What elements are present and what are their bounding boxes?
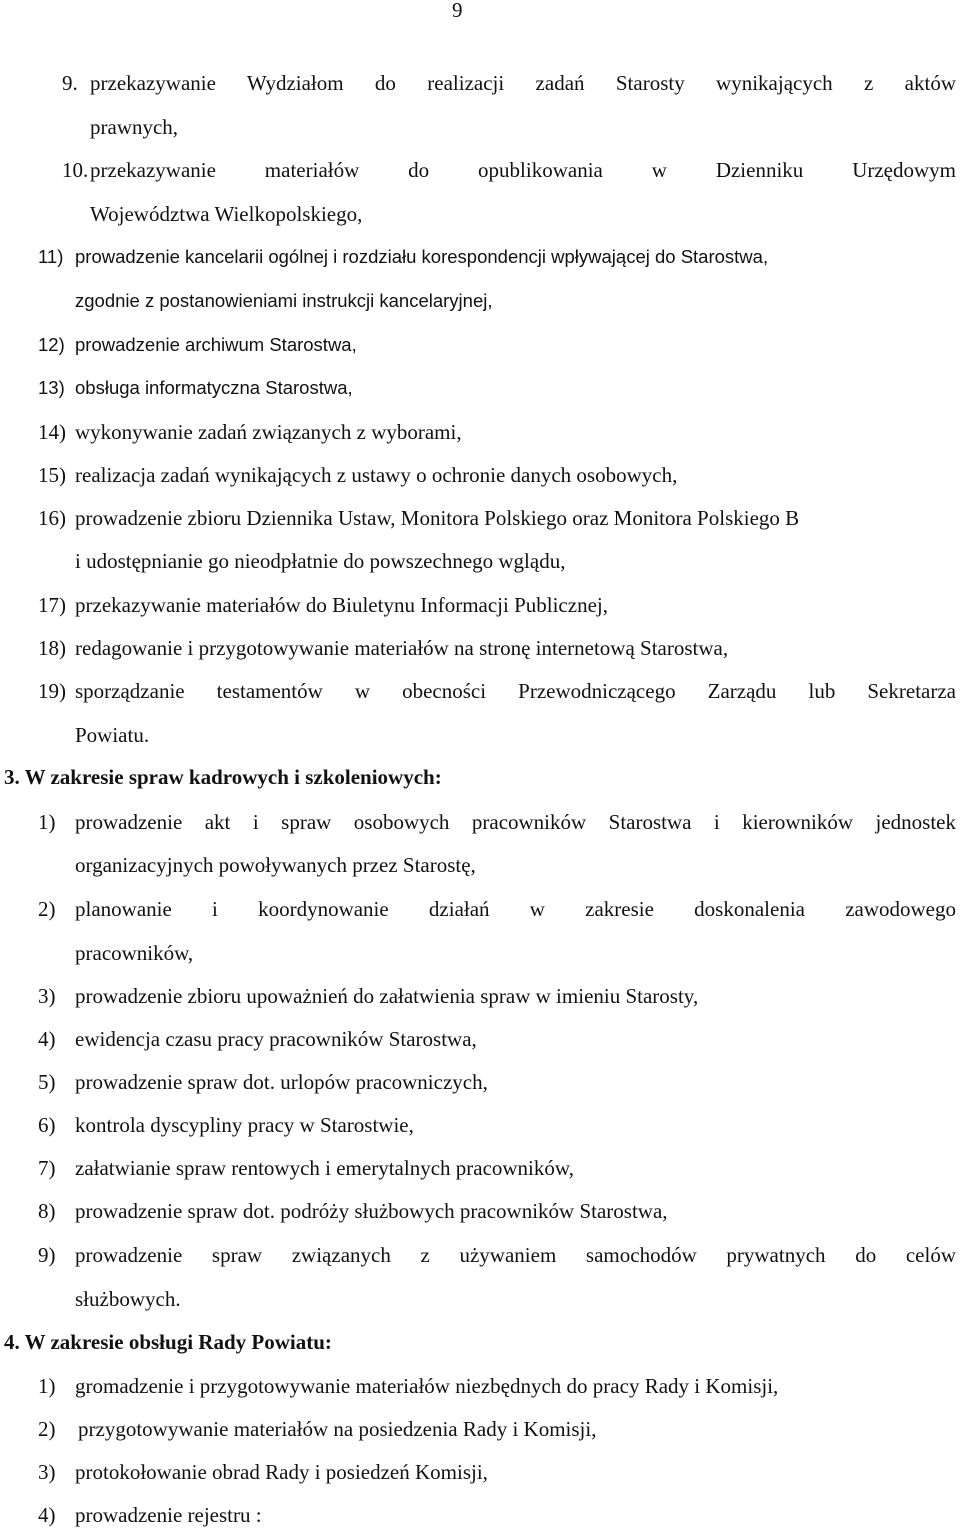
list-item-line: prowadzenie archiwum Starostwa, [75, 334, 357, 355]
list-item-line: redagowanie i przygotowywanie materiałów na stronę internetową Starostwa, [75, 636, 729, 660]
list-item-line: organizacyjnych powoływanych przez Starostę, [75, 853, 476, 877]
list-item-line: obsługa informatyczna Starostwa, [75, 377, 353, 398]
list-item-line: realizacja zadań wynikających z ustawy o ochronie danych osobowych, [75, 463, 678, 487]
list-item-number: 19) [38, 679, 66, 703]
list-item-number: 7) [38, 1156, 56, 1180]
list-item-line: przekazywanie materiałów do opublikowania w Dzienniku Urzędowym [90, 160, 956, 182]
list-item-line: prowadzenie spraw związanych z używaniem samochodów prywatnych do celów [75, 1245, 956, 1267]
list-item-number: 5) [38, 1070, 56, 1094]
list-item-number: 14) [38, 420, 66, 444]
page-number: 9 [452, 0, 463, 22]
list-item-line: gromadzenie i przygotowywanie materiałów niezbędnych do pracy Rady i Komisji, [75, 1374, 779, 1398]
list-item-number: 15) [38, 463, 66, 487]
list-item-number: 1) [38, 810, 56, 834]
list-item-line: prawnych, [90, 115, 179, 139]
section-heading: 4. W zakresie obsługi Rady Powiatu: [4, 1330, 332, 1354]
list-item-number: 12) [38, 334, 65, 355]
list-item-number: 8) [38, 1199, 56, 1223]
list-item-number: 4) [38, 1503, 56, 1527]
list-item-number: 3) [38, 984, 56, 1008]
list-item-line: Województwa Wielkopolskiego, [90, 202, 363, 226]
list-item-line: wykonywanie zadań związanych z wyborami, [75, 420, 462, 444]
list-item-line: prowadzenie spraw dot. podróży służbowych pracowników Starostwa, [75, 1199, 668, 1223]
list-item-line: prowadzenie zbioru Dziennika Ustaw, Monitora Polskiego oraz Monitora Polskiego B [75, 506, 800, 530]
list-item-line: i udostępnianie go nieodpłatnie do powszechnego wglądu, [75, 549, 566, 573]
list-item-line: prowadzenie kancelarii ogólnej i rozdziału korespondencji wpływającej do Starostwa, [75, 246, 769, 267]
list-item-line: przygotowywanie materiałów na posiedzenia Rady i Komisji, [78, 1417, 597, 1441]
list-item-line: pracowników, [75, 941, 194, 965]
list-item-line: ewidencja czasu pracy pracowników Starostwa, [75, 1027, 477, 1051]
list-item-line: prowadzenie rejestru : [75, 1503, 262, 1527]
list-item-number: 1) [38, 1374, 56, 1398]
list-item-number: 9. [62, 71, 78, 95]
list-item-line: Powiatu. [75, 723, 150, 747]
list-item-number: 2) [38, 1417, 56, 1441]
list-item-number: 11) [38, 246, 64, 267]
list-item-number: 9) [38, 1243, 56, 1267]
list-item-line: kontrola dyscypliny pracy w Starostwie, [75, 1113, 414, 1137]
list-item-line: zgodnie z postanowieniami instrukcji kancelaryjnej, [75, 290, 493, 311]
list-item-number: 4) [38, 1027, 56, 1051]
list-item-line: służbowych. [75, 1287, 181, 1311]
list-item-line: przekazywanie materiałów do Biuletynu Informacji Publicznej, [75, 593, 608, 617]
list-item-line: planowanie i koordynowanie działań w zakresie doskonalenia zawodowego [75, 899, 956, 921]
list-item-number: 3) [38, 1460, 56, 1484]
list-item-number: 13) [38, 377, 65, 398]
list-item-line: prowadzenie zbioru upoważnień do załatwienia spraw w imieniu Starosty, [75, 984, 699, 1008]
list-item-number: 6) [38, 1113, 56, 1137]
section-heading: 3. W zakresie spraw kadrowych i szkoleniowych: [4, 765, 442, 789]
list-item-line: załatwianie spraw rentowych i emerytalnych pracowników, [75, 1156, 574, 1180]
list-item-number: 16) [38, 506, 66, 530]
list-item-line: protokołowanie obrad Rady i posiedzeń Komisji, [75, 1460, 488, 1484]
list-item-line: prowadzenie akt i spraw osobowych pracowników Starostwa i kierowników jednostek [75, 812, 956, 834]
list-item-number: 2) [38, 897, 56, 921]
list-item-number: 17) [38, 593, 66, 617]
list-item-number: 18) [38, 636, 66, 660]
list-item-line: przekazywanie Wydziałom do realizacji zadań Starosty wynikających z aktów [90, 73, 956, 95]
list-item-number: 10. [62, 158, 89, 182]
list-item-line: prowadzenie spraw dot. urlopów pracowniczych, [75, 1070, 488, 1094]
list-item-line: sporządzanie testamentów w obecności Przewodniczącego Zarządu lub Sekretarza [75, 681, 956, 703]
